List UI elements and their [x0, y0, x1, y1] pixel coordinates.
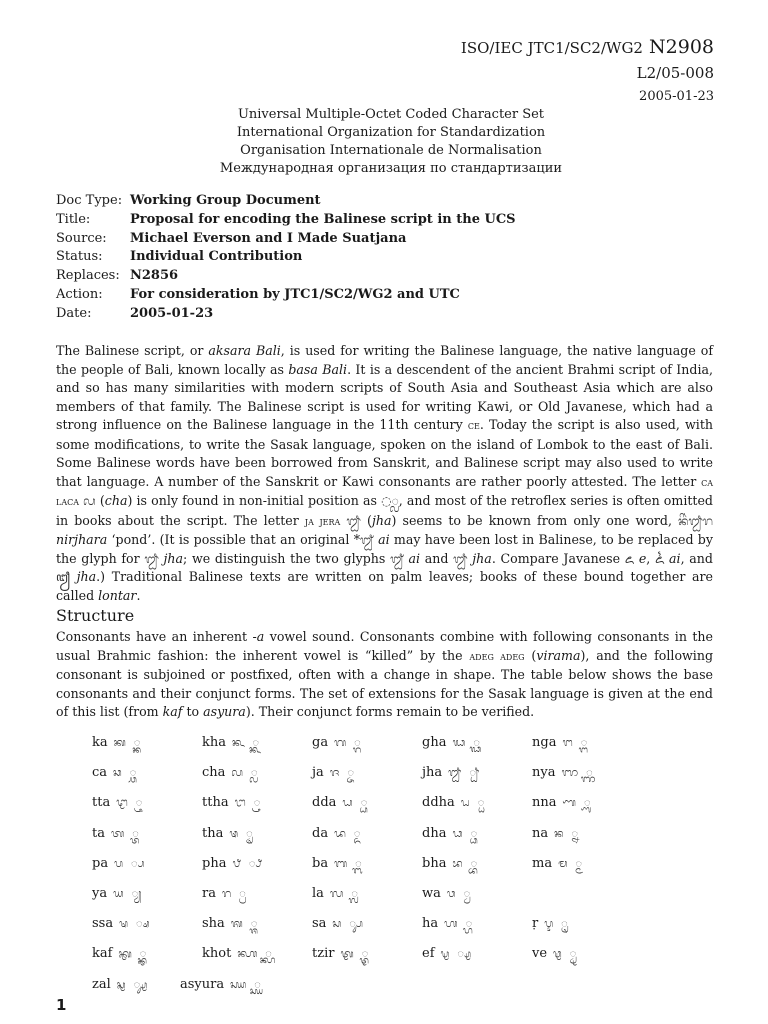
consonant-name: nna: [532, 795, 557, 810]
consonant-cell: [532, 915, 568, 935]
consonant-cell: [532, 764, 593, 784]
consonant-base-glyph: ᬤ: [334, 827, 346, 840]
consonant-cell: [92, 734, 140, 754]
consonant-conjunct-glyph: ◌᭄ᬠ: [477, 796, 485, 809]
consonant-conjunct-glyph: ◌᭄ᬲ: [349, 917, 363, 930]
consonant-conjunct-glyph: ◌᭄ᬛ: [469, 766, 480, 779]
consonant-conjunct-glyph: ◌᭄ᬚ: [347, 766, 354, 779]
consonant-name: zal: [92, 977, 111, 992]
consonant-conjunct-glyph: ◌᭄ᬘ: [129, 766, 137, 779]
balinese-glyph: ᬐ: [390, 551, 404, 566]
meta-row-date: [56, 305, 516, 324]
meta-key: Status:: [56, 249, 103, 265]
consonant-name: wa: [422, 886, 441, 901]
doc-number: N2908: [649, 36, 714, 58]
consonant-base-glyph: ᭈ: [440, 947, 450, 960]
consonant-conjunct-glyph: ◌᭄ᬔ: [252, 736, 260, 749]
consonant-base-glyph: ᬯ: [446, 887, 456, 900]
consonant-conjunct-glyph: ◌᭄ᬞ: [253, 796, 261, 809]
consonant-cell: [202, 794, 260, 814]
org-line: Universal Multiple-Octet Coded Character Set: [237, 107, 545, 122]
consonant-cell: [422, 885, 470, 905]
consonant-base-glyph: ᬔ: [232, 736, 245, 749]
consonant-cell: [202, 825, 253, 845]
consonant-cell: [312, 915, 363, 935]
consonant-base-glyph: ᭋ: [230, 978, 247, 991]
consonant-name: dda: [312, 795, 337, 810]
consonant-conjunct-glyph: ◌᭄ᬱ: [135, 917, 150, 930]
consonant-name: ha: [422, 916, 439, 931]
consonant-base-glyph: ᭆ: [237, 947, 258, 960]
consonant-name: jha: [422, 765, 443, 780]
consonant-cell: [422, 734, 480, 754]
consonant-base-glyph: ᬛ: [448, 766, 462, 779]
balinese-glyph: ᬙ: [83, 494, 96, 508]
consonant-name: nga: [532, 735, 557, 750]
meta-key: Source:: [56, 230, 107, 246]
consonant-name: cha: [202, 765, 226, 780]
consonant-name: ṛ: [532, 916, 539, 931]
consonant-cell: [422, 764, 480, 784]
consonant-conjunct-glyph: ◌᭄ᭊ: [133, 978, 148, 991]
consonant-cell: [180, 976, 261, 996]
doc-prefix: ISO/IEC JTC1/SC2/WG2: [460, 39, 643, 57]
consonant-cell: [92, 764, 136, 784]
consonant-base-glyph: ᬲ: [332, 917, 342, 930]
consonant-name: ttha: [202, 795, 229, 810]
meta-row-status: [56, 248, 516, 267]
org-line: Международная организация по стандартизации: [219, 161, 563, 176]
consonant-name: asyura: [180, 977, 225, 992]
header-date: 2005-01-23: [639, 89, 714, 104]
consonant-cell: [532, 855, 582, 875]
consonant-base-glyph: ᬞ: [234, 796, 246, 809]
consonant-cell: [92, 855, 145, 875]
meta-row-title: [56, 211, 516, 230]
consonant-cell: [202, 764, 258, 784]
consonant-cell: [202, 885, 246, 905]
consonant-conjunct-glyph: ◌᭄ᬟ: [360, 796, 368, 809]
consonant-base-glyph: ᭇ: [340, 947, 354, 960]
consonant-name: ca: [92, 765, 108, 780]
consonant-base-glyph: ᭅ: [118, 947, 132, 960]
consonant-conjunct-glyph: ◌᭄ᬬ: [131, 887, 142, 900]
consonant-cell: [422, 915, 472, 935]
consonant-name: kaf: [92, 946, 113, 961]
consonant-base-glyph: ᬓ: [113, 736, 126, 749]
consonant-base-glyph: ᬙ: [231, 766, 243, 779]
consonant-base-glyph: ᬣ: [229, 827, 239, 840]
consonant-cell: [202, 734, 259, 754]
meta-value: For consideration by JTC1/SC2/WG2 and UTC: [130, 286, 460, 302]
consonant-conjunct-glyph: ◌᭄ᬳ: [465, 917, 473, 930]
consonant-cell: [312, 945, 368, 965]
consonant-base-glyph: ᬖ: [452, 736, 466, 749]
consonant-name: tha: [202, 826, 224, 841]
meta-row-action: [56, 286, 516, 305]
consonant-name: sha: [202, 916, 225, 931]
meta-row-replaces: [56, 267, 516, 286]
consonant-conjunct-glyph: ◌᭄ᬥ: [470, 827, 478, 840]
consonant-cell: [312, 794, 367, 814]
meta-key: Date:: [56, 305, 92, 321]
consonant-cell: [422, 855, 477, 875]
consonant-name: ve: [532, 946, 548, 961]
consonant-cell: [92, 885, 141, 905]
consonant-cell: [532, 825, 578, 845]
consonant-name: ra: [202, 886, 216, 901]
consonant-conjunct-glyph: ◌᭄ᬪ: [470, 857, 478, 870]
meta-value: Individual Contribution: [130, 249, 303, 265]
consonant-base-glyph: ᬨ: [232, 857, 241, 870]
page-number: 1: [56, 996, 67, 1014]
metadata-table: [56, 192, 516, 324]
meta-row-doc-type: [56, 192, 516, 211]
consonant-name: khot: [202, 946, 232, 961]
balinese-glyph: ᬦᬶᬃᬛᬭ: [678, 513, 713, 528]
consonant-name: bha: [422, 856, 447, 871]
meta-row-source: [56, 230, 516, 249]
document-number: [461, 36, 714, 58]
balinese-glyph: ᬛ: [453, 551, 468, 566]
consonant-cell: [422, 945, 471, 965]
consonant-conjunct-glyph: ◌᭄ᬰ: [250, 917, 258, 930]
meta-value: Michael Everson and I Made Suatjana: [130, 230, 407, 246]
consonant-conjunct-glyph: ◌᭄ᬡ: [583, 796, 591, 809]
consonant-conjunct-glyph: ◌᭄ᬢ: [132, 827, 139, 840]
consonant-base-glyph: ᬜ: [561, 766, 579, 779]
consonant-conjunct-glyph: ◌᭄ᭉ: [569, 947, 577, 960]
consonant-base-glyph: ᬗ: [562, 736, 573, 749]
consonant-cell: [532, 794, 590, 814]
consonant-cell: [202, 945, 272, 965]
consonant-name: tta: [92, 795, 111, 810]
consonant-cell: [312, 734, 361, 754]
consonant-base-glyph: ᬳ: [444, 917, 458, 930]
consonant-name: ja: [312, 765, 324, 780]
meta-value: Working Group Document: [130, 193, 321, 208]
consonant-cell: [92, 976, 147, 996]
consonant-base-glyph: ᬮ: [329, 887, 344, 900]
consonant-conjunct-glyph: ◌᭄ᭇ: [361, 947, 369, 960]
consonant-conjunct-glyph: ◌᭄ᬫ: [575, 857, 583, 870]
section-heading-structure: Structure: [56, 606, 135, 625]
javanese-glyph: ꦍ: [654, 551, 665, 566]
meta-value: 2005-01-23: [130, 305, 214, 321]
meta-key: Action:: [56, 286, 103, 302]
consonant-base-glyph: ᬘ: [113, 766, 122, 779]
l2-number: L2/05-008: [636, 64, 714, 82]
meta-key: Doc Type:: [56, 193, 123, 208]
consonant-name: tzir: [312, 946, 335, 961]
consonant-base-glyph: ᬱ: [119, 917, 128, 930]
consonant-name: sa: [312, 916, 327, 931]
consonant-base-glyph: ᬩ: [334, 857, 348, 870]
consonant-conjunct-glyph: ◌ᬺ: [561, 917, 568, 930]
consonant-conjunct-glyph: ◌᭄ᬗ: [580, 736, 588, 749]
consonant-conjunct-glyph: ◌᭄ᬯ: [463, 887, 471, 900]
consonant-conjunct-glyph: ◌᭄ᬝ: [135, 796, 143, 809]
balinese-glyph: ᬛ: [346, 513, 361, 528]
org-line: International Organization for Standardization: [236, 125, 546, 140]
consonant-base-glyph: ᬢ: [110, 827, 125, 840]
consonant-name: ssa: [92, 916, 114, 931]
consonant-conjunct-glyph: ◌᭄ᬖ: [473, 736, 480, 749]
consonant-conjunct-glyph: ◌᭄ᬮ: [351, 887, 358, 900]
consonant-cell: [312, 825, 360, 845]
structure-paragraph: Consonants have an inherent -a vowel sound. Consonants combine with following consonants in the usual Brahmic fashion: the inherent vowel is “killed” by the adeg adeg (virama), and the following consonant is subjoined or postfixed, often with a change in shape. The table below shows the base consonants and their conjunct forms. The set of extensions for the Sasak language is given at the end of this list (from kaf to asyura). Their conjunct forms remain to be verified.: [56, 629, 714, 719]
consonant-base-glyph: ᬝ: [116, 796, 128, 809]
consonant-conjunct-glyph: ◌᭄ᭋ: [254, 978, 261, 991]
consonant-cell: [532, 734, 587, 754]
consonant-conjunct-glyph: ◌᭄ᭆ: [265, 947, 272, 960]
consonant-base-glyph: ᬋ: [544, 917, 554, 930]
consonant-conjunct-glyph: ◌᭄ᬧ: [130, 857, 145, 870]
balinese-glyph: ◌᭄ᬙ: [381, 494, 399, 508]
consonant-name: la: [312, 886, 324, 901]
consonant-conjunct-glyph: ◌᭄ᬜ: [586, 766, 593, 779]
consonant-conjunct-glyph: ◌᭄ᭈ: [457, 947, 472, 960]
consonant-name: ta: [92, 826, 105, 841]
consonant-cell: [92, 794, 142, 814]
consonant-base-glyph: ᬪ: [452, 857, 463, 870]
intro-paragraph: The Balinese script, or aksara Bali, is used for writing the Balinese language, the native language of the people of Bali, known locally as basa Bali. It is a descendent of the ancient Brahmi script of India, and so has many similarities with modern scripts of South Asia and Southeast Asia which are also members of that family. The Balinese script is used for writing Kawi, or Old Javanese, which had a strong influence on the Balinese language in the 11th century ce. Today the script is also used, with some modifications, to write the Sasak language, spoken on the island of Lombok to the east of Bali. Some Balinese words have been borrowed from Sanskrit, and Balinese script may also used to write that language. A number of the Sanskrit or Kawi consonants are rather poorly attested. The letter ca laca ᬙ (cha) is only found in non-initial position as ◌᭄ᬙ, and most of the retroflex series is often omitted in books about the script. The letter ja jera ᬛ (jha) seems to be known from only one word, ᬦᬶᬃᬛᬭ nirjhara ‘pond’. (It is possible that an original *ᬐ ai may have been lost in Balinese, to be replaced by the glyph for ᬛ jha; we distinguish the two glyphs ᬐ ai and ᬛ jha. Compare Javanese ꦌ e, ꦍ ai, and ꦙ jha.) Traditional Balinese texts are written on palm leaves; books of these bound together are called lontar.: [56, 343, 713, 603]
consonant-base-glyph: ᭉ: [553, 947, 562, 960]
consonant-cell: [92, 825, 139, 845]
meta-key: Replaces:: [56, 268, 120, 284]
consonant-base-glyph: ᬟ: [342, 796, 353, 809]
consonant-cell: [202, 855, 262, 875]
consonant-conjunct-glyph: ◌᭄ᬕ: [354, 736, 361, 749]
balinese-glyph: ᬐ: [360, 533, 374, 547]
consonant-cell: [532, 945, 576, 965]
consonant-base-glyph: ᬦ: [554, 827, 564, 840]
meta-key: Title:: [56, 211, 91, 227]
balinese-glyph: ᬛ: [144, 551, 159, 566]
consonant-cell: [312, 764, 354, 784]
consonant-base-glyph: ᬬ: [113, 887, 124, 900]
consonant-name: ga: [312, 735, 329, 750]
consonant-name: gha: [422, 735, 447, 750]
consonant-cell: [422, 794, 484, 814]
meta-value: Proposal for encoding the Balinese script in the UCS: [130, 211, 516, 227]
consonant-conjunct-glyph: ◌᭄ᬓ: [133, 736, 141, 749]
consonant-name: ya: [92, 886, 108, 901]
consonant-base-glyph: ᬚ: [329, 766, 340, 779]
consonant-name: ef: [422, 946, 435, 961]
consonant-name: ddha: [422, 795, 455, 810]
javanese-glyph: ꦌ: [624, 551, 635, 566]
consonant-cell: [312, 885, 358, 905]
consonant-cell: [202, 915, 257, 935]
consonant-base-glyph: ᬡ: [562, 796, 576, 809]
javanese-glyph: ꦙ: [56, 570, 70, 584]
consonant-name: nya: [532, 765, 556, 780]
consonant-cell: [92, 945, 146, 965]
consonant-conjunct-glyph: ◌᭄ᬭ: [239, 887, 246, 900]
consonant-base-glyph: ᬕ: [334, 736, 347, 749]
consonant-base-glyph: ᬰ: [230, 917, 243, 930]
consonant-name: na: [532, 826, 549, 841]
consonant-name: ma: [532, 856, 553, 871]
meta-value: N2856: [130, 268, 179, 284]
consonant-base-glyph: ᬫ: [558, 857, 568, 870]
consonant-base-glyph: ᬧ: [114, 857, 123, 870]
consonant-cell: [422, 825, 477, 845]
consonant-conjunct-glyph: ◌᭄ᭅ: [139, 947, 147, 960]
consonant-base-glyph: ᭊ: [116, 978, 126, 991]
consonant-cell: [92, 915, 150, 935]
consonant-base-glyph: ᬥ: [452, 827, 463, 840]
consonant-name: kha: [202, 735, 227, 750]
consonant-cell: [312, 855, 362, 875]
consonant-conjunct-glyph: ◌᭄ᬙ: [250, 766, 258, 779]
consonant-base-glyph: ᬠ: [460, 796, 470, 809]
org-line: Organisation Internationale de Normalisation: [240, 143, 542, 158]
consonant-conjunct-glyph: ◌᭄ᬨ: [248, 857, 263, 870]
consonant-name: pa: [92, 856, 109, 871]
consonant-conjunct-glyph: ◌᭄ᬦ: [571, 827, 579, 840]
consonant-name: dha: [422, 826, 447, 841]
consonant-name: ka: [92, 735, 108, 750]
consonant-base-glyph: ᬭ: [221, 887, 232, 900]
consonant-name: ba: [312, 856, 329, 871]
consonant-name: da: [312, 826, 329, 841]
consonant-conjunct-glyph: ◌᭄ᬣ: [246, 827, 253, 840]
consonant-conjunct-glyph: ◌᭄ᬩ: [355, 857, 362, 870]
consonant-name: pha: [202, 856, 227, 871]
consonant-conjunct-glyph: ◌᭄ᬤ: [353, 827, 361, 840]
organization-block: [0, 106, 768, 178]
